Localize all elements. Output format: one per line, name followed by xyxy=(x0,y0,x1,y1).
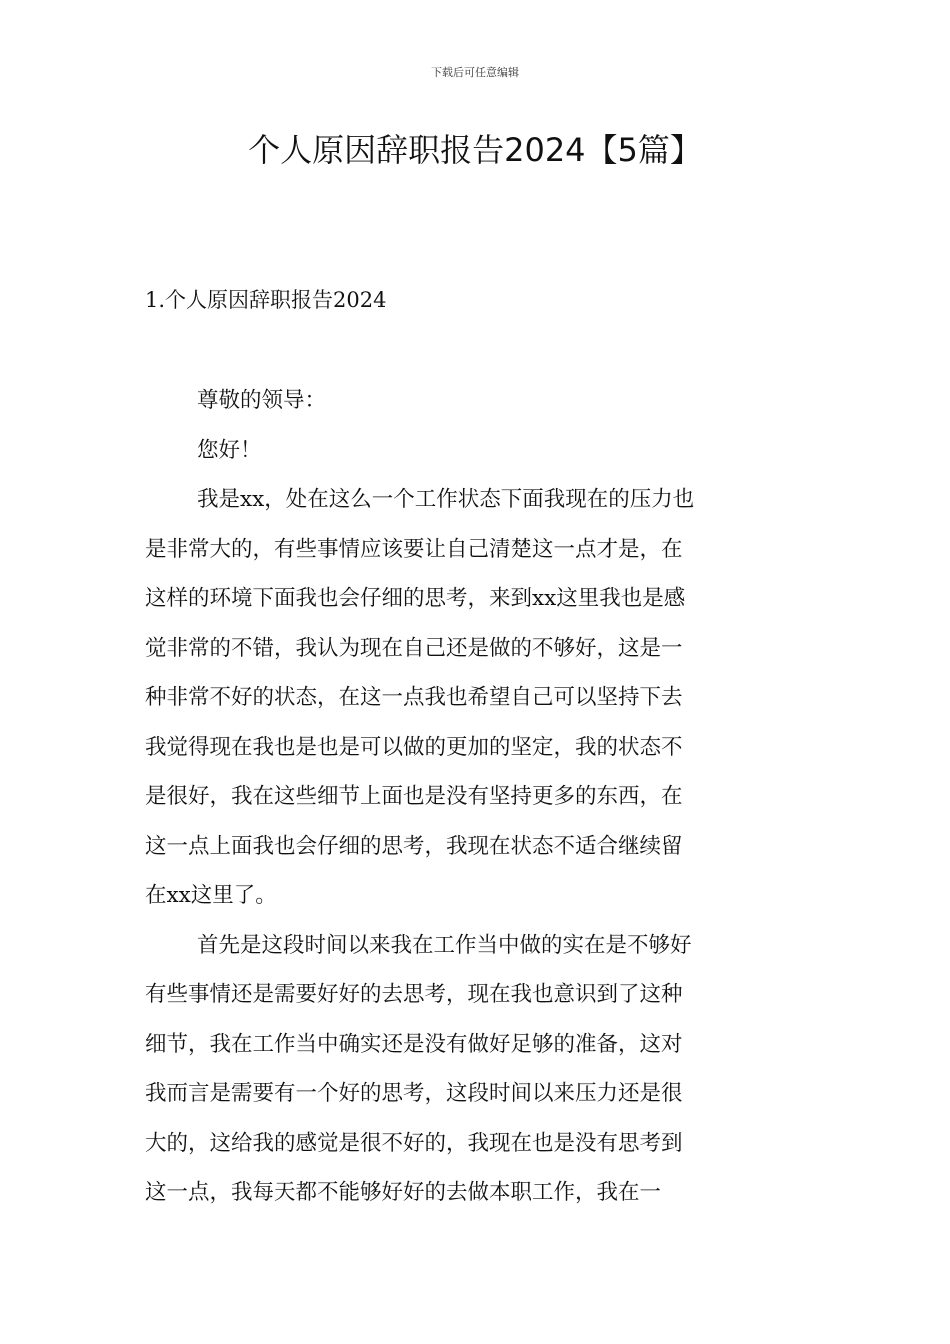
paragraph-line: 我而言是需要有一个好的思考，这段时间以来压力还是很 xyxy=(145,1081,683,1106)
paragraph-line: 我是xx，处在这么一个工作状态下面我现在的压力也 xyxy=(197,487,695,512)
paragraph-line: 在xx这里了。 xyxy=(145,883,277,908)
section-heading: 1.个人原因辞职报告2024 xyxy=(145,288,387,312)
paragraph-line: 首先是这段时间以来我在工作当中做的实在是不够好 xyxy=(197,932,692,958)
paragraph-2 xyxy=(145,921,807,1218)
paragraph-line: 种非常不好的状态，在这一点我也希望自己可以坚持下去 xyxy=(145,685,683,710)
paragraph-1 xyxy=(145,475,807,921)
paragraph-line: 觉非常的不错，我认为现在自己还是做的不够好，这是一 xyxy=(145,635,683,661)
paragraph-line: 大的，这给我的感觉是很不好的，我现在也是没有思考到 xyxy=(145,1130,683,1156)
paragraph-line: 细节，我在工作当中确实还是没有做好足够的准备，这对 xyxy=(145,1031,683,1057)
paragraph-line: 这一点上面我也会仔细的思考，我现在状态不适合继续留 xyxy=(145,833,683,859)
paragraph-line: 这一点，我每天都不能够好好的去做本职工作，我在一 xyxy=(145,1180,662,1205)
header-note: 下载后可任意编辑 xyxy=(431,66,519,79)
salutation: 尊敬的领导： xyxy=(197,388,327,413)
document-title: 个人原因辞职报告2024【5篇】 xyxy=(248,131,702,169)
paragraph-line: 是很好，我在这些细节上面也是没有坚持更多的东西，在 xyxy=(145,784,683,809)
greeting: 您好！ xyxy=(197,437,262,463)
letter-body xyxy=(145,376,807,1218)
paragraph-line: 有些事情还是需要好好的去思考，现在我也意识到了这种 xyxy=(145,982,683,1007)
paragraph-line: 是非常大的，有些事情应该要让自己清楚这一点才是，在 xyxy=(145,536,683,562)
paragraph-line: 我觉得现在我也是也是可以做的更加的坚定，我的状态不 xyxy=(145,734,683,760)
paragraph-line: 这样的环境下面我也会仔细的思考，来到xx这里我也是感 xyxy=(145,586,686,611)
